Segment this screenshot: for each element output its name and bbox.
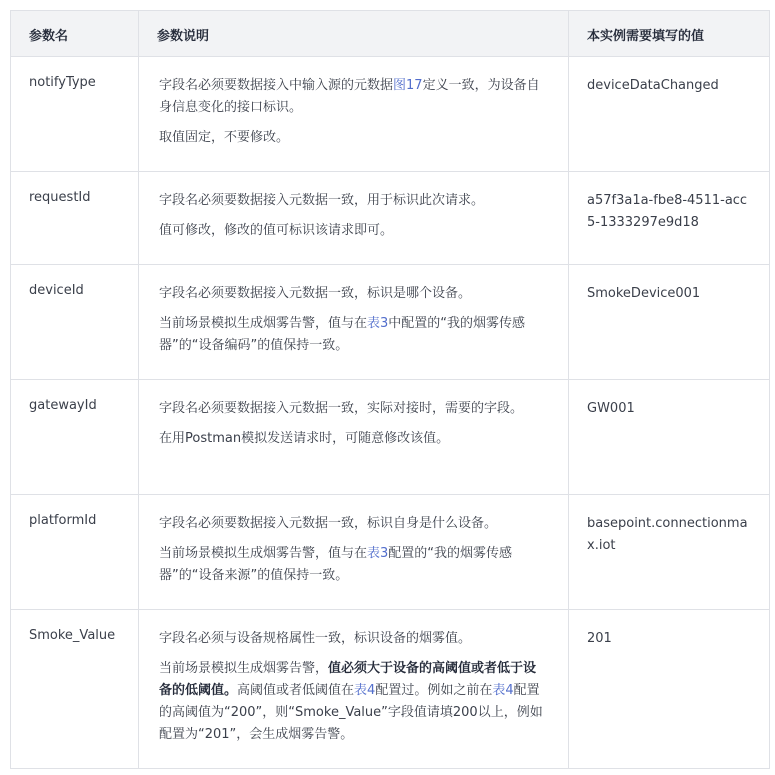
description-paragraph: 取值固定，不要修改。 [159,130,290,145]
param-value: basepoint.connectionmax.iot [569,495,770,610]
description-paragraph: 字段名必须要数据接入元数据一致，标识是哪个设备。 [159,286,472,301]
param-name: gatewayId [11,380,139,495]
param-value: SmokeDevice001 [569,265,770,380]
description-paragraph [159,313,548,357]
header-param-name: 参数名 [11,11,139,57]
param-description [139,380,569,495]
description-text: 当前场景模拟生成烟雾告警，值与在 [159,316,368,331]
param-name: requestId [11,172,139,265]
table3-link[interactable]: 表3 [367,316,389,331]
param-description [139,57,569,172]
header-param-description: 参数说明 [139,11,569,57]
parameter-table [10,10,770,769]
description-paragraph: 字段名必须要数据接入元数据一致，标识自身是什么设备。 [159,516,498,531]
header-example-value: 本实例需要填写的值 [569,11,770,57]
description-text: 配置的高阈值为“200”，则“Smoke_Value”字段值请填200以上，例如配置为“201”，会生成烟雾告警。 [159,683,543,742]
table-row [11,610,770,769]
table-row [11,172,770,265]
description-text: 中配置的“我的烟雾传感器”的“设备编码”的值保持一致。 [159,316,526,353]
description-text: 高阈值或者低阈值在 [237,683,355,698]
description-text: 配置过。例如之前在 [375,683,493,698]
description-text: 字段名必须要数据接入中输入源的元数据 [159,78,394,93]
param-description [139,265,569,380]
param-description [139,172,569,265]
table3-link[interactable]: 表3 [367,546,389,561]
description-text: 定义一致，为设备自身信息变化的接口标识。 [159,78,540,115]
param-name: platformId [11,495,139,610]
table-row [11,265,770,380]
description-paragraph: 值可修改，修改的值可标识该请求即可。 [159,223,394,238]
table4-link[interactable]: 表4 [492,683,514,698]
description-text: 配置的“我的烟雾传感器”的“设备来源”的值保持一致。 [159,546,513,583]
table-row [11,57,770,172]
param-value: a57f3a1a-fbe8-4511-acc5-1333297e9d18 [569,172,770,265]
description-paragraph: 字段名必须要数据接入元数据一致，实际对接时，需要的字段。 [159,401,524,416]
description-paragraph [159,75,548,119]
table-header-row [11,11,770,57]
param-value: 201 [569,610,770,769]
description-paragraph [159,658,548,746]
param-value: deviceDataChanged [569,57,770,172]
param-description [139,610,569,769]
description-paragraph: 字段名必须与设备规格属性一致，标识设备的烟雾值。 [159,631,472,646]
description-text: 当前场景模拟生成烟雾告警，值与在 [159,546,368,561]
param-name: notifyType [11,57,139,172]
description-paragraph [159,543,548,587]
description-paragraph: 字段名必须要数据接入元数据一致，用于标识此次请求。 [159,193,485,208]
param-name: Smoke_Value [11,610,139,769]
table-row [11,495,770,610]
description-text: 当前场景模拟生成烟雾告警， [159,661,329,676]
emphasis-text: 值必须大于设备的高阈值或者低于设备的低阈值。 [159,661,537,698]
table4-link[interactable]: 表4 [354,683,376,698]
table-row [11,380,770,495]
param-description [139,495,569,610]
param-value: GW001 [569,380,770,495]
param-name: deviceId [11,265,139,380]
figure17-link[interactable]: 图17 [393,78,423,93]
description-paragraph: 在用Postman模拟发送请求时，可随意修改该值。 [159,431,450,446]
